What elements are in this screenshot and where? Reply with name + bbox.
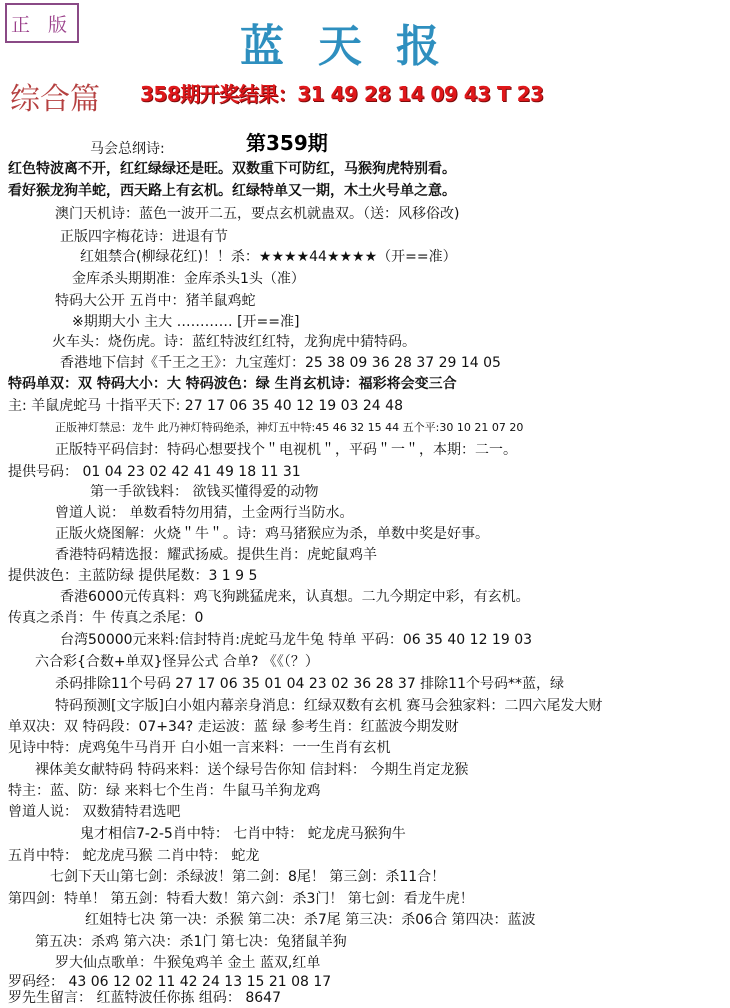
text-line: 红姐特七决 第一决：杀猴 第二决：杀7尾 第三决：杀06合 第四决：蓝波 bbox=[85, 912, 536, 928]
text-line: 火车头：烧伤虎。诗：蓝红特波红红特，龙狗虎中猜特码。 bbox=[52, 334, 416, 350]
text-line: 澳门天机诗：蓝色一波开二五，要点玄机就蛊双。（送：风移俗改) bbox=[55, 206, 460, 222]
text-line: 主: 羊鼠虎蛇马 十指平天下: 27 17 06 35 40 12 19 03 24 48 bbox=[8, 398, 403, 414]
section-title: 综合篇 bbox=[10, 82, 100, 117]
text-line: 马会总纲诗: bbox=[90, 141, 165, 157]
text-line: 见诗中特：虎鸡兔牛马肖开 白小姐一言来料：一一生肖有玄机 bbox=[8, 740, 391, 756]
text-line: 第一手欲钱料： 欲钱买懂得爱的动物 bbox=[90, 484, 319, 500]
text-line: 正版特平码信封：特码心想要找个＂电视机＂，平码＂一＂，本期：二一。 bbox=[55, 442, 517, 458]
text-line: 香港6000元传真料：鸡飞狗跳猛虎来，认真想。二九今期定中彩，有玄机。 bbox=[60, 589, 530, 605]
text-line: 红色特波离不开，红红绿绿还是旺。双数重下可防红，马猴狗虎特别看。 bbox=[8, 161, 456, 177]
text-line: 提供波色：主蓝防绿 提供尾数：3 1 9 5 bbox=[8, 568, 258, 584]
text-line: 香港地下信封《千王之王》：九宝莲灯：25 38 09 36 28 37 29 14 05 bbox=[60, 355, 501, 371]
text-line: 罗大仙点歌单：牛猴兔鸡羊 金土 蓝双,红单 bbox=[55, 955, 321, 971]
draw-result: 358期开奖结果：31 49 28 14 09 43 T 23 bbox=[140, 82, 544, 106]
text-line: 特码大公开 五肖中：猪羊鼠鸡蛇 bbox=[55, 293, 256, 309]
text-line: 第四剑：特单！ 第五剑：特看大数！第六剑：杀3门！ 第七剑：看龙牛虎！ bbox=[8, 891, 474, 907]
text-line: 罗码经： 43 06 12 02 11 42 24 13 15 21 08 17 bbox=[8, 974, 332, 990]
text-line: 单双决：双 特码段：07+34? 走运波：蓝 绿 参考生肖：红蓝波今期发财 bbox=[8, 719, 459, 735]
text-line: 特主：蓝、防：绿 来料七个生肖：牛鼠马羊狗龙鸡 bbox=[8, 783, 321, 799]
text-line: 七剑下天山第七剑：杀绿波！第二剑：8尾！ 第三剑：杀11合！ bbox=[50, 869, 446, 885]
official-badge: 正 版 bbox=[5, 3, 79, 43]
text-line: 罗先生留言： 红蓝特波任你拣 组码： 8647 bbox=[8, 990, 281, 1006]
text-line: 金库杀头期期准：金库杀头1头（准） bbox=[72, 271, 305, 287]
masthead-title: 蓝天报 bbox=[240, 21, 474, 72]
issue-number: 第359期 bbox=[246, 131, 328, 155]
text-line: 五肖中特： 蛇龙虎马猴 二肖中特： 蛇龙 bbox=[8, 848, 260, 864]
text-line: 杀码排除11个号码 27 17 06 35 01 04 23 02 36 28 37 排除11个号码**蓝，绿 bbox=[55, 676, 564, 692]
text-line: 台湾50000元来料:信封特肖:虎蛇马龙牛兔 特单 平码：06 35 40 12 19 03 bbox=[60, 632, 533, 648]
text-line: 曾道人说： 单数看特勿用猜，土金两行当防水。 bbox=[55, 505, 354, 521]
text-line: 传真之杀肖：牛 传真之杀尾：0 bbox=[8, 610, 204, 626]
text-line: ※期期大小 主大 ………… [开==准] bbox=[72, 314, 300, 330]
text-line: 正版神灯禁忌：龙牛 此乃神灯特码绝杀，神灯五中特:45 46 32 15 44 五个平:30 10 21 07 20 bbox=[55, 421, 524, 434]
text-line: 鬼才相信7-2-5肖中特： 七肖中特： 蛇龙虎马猴狗牛 bbox=[80, 826, 406, 842]
text-line: 特码预测[文字版]白小姐内幕亲身消息：红绿双数有玄机 赛马会独家料：二四六尾发大财 bbox=[55, 698, 603, 714]
text-line: 看好猴龙狗羊蛇，西天路上有玄机。红绿特单又一期，木土火号单之意。 bbox=[8, 183, 456, 199]
text-line: 第五决：杀鸡 第六决：杀1门 第七决：兔猪鼠羊狗 bbox=[35, 934, 347, 950]
text-line: 六合彩{合数+单双}怪异公式 合单? 《《（？） bbox=[35, 654, 319, 670]
text-line: 特码单双：双 特码大小：大 特码波色：绿 生肖玄机诗：福彩将会变三合 bbox=[8, 376, 457, 392]
text-line: 提供号码： 01 04 23 02 42 41 49 18 11 31 bbox=[8, 464, 301, 480]
text-line: 红姐禁合(柳绿花红)！！杀：★★★★44★★★★（开==准） bbox=[80, 249, 457, 265]
text-line: 正版四字梅花诗：进退有节 bbox=[60, 229, 228, 245]
text-line: 正版火烧图解：火烧＂牛＂。诗：鸡马猪猴应为杀，单数中奖是好事。 bbox=[55, 526, 489, 542]
text-line: 香港特码精选报：耀武扬威。提供生肖：虎蛇鼠鸡羊 bbox=[55, 547, 377, 563]
text-line: 裸体美女献特码 特码来料：送个绿号告你知 信封料： 今期生肖定龙猴 bbox=[35, 762, 469, 778]
text-line: 曾道人说： 双数猜特君选吧 bbox=[8, 804, 181, 820]
